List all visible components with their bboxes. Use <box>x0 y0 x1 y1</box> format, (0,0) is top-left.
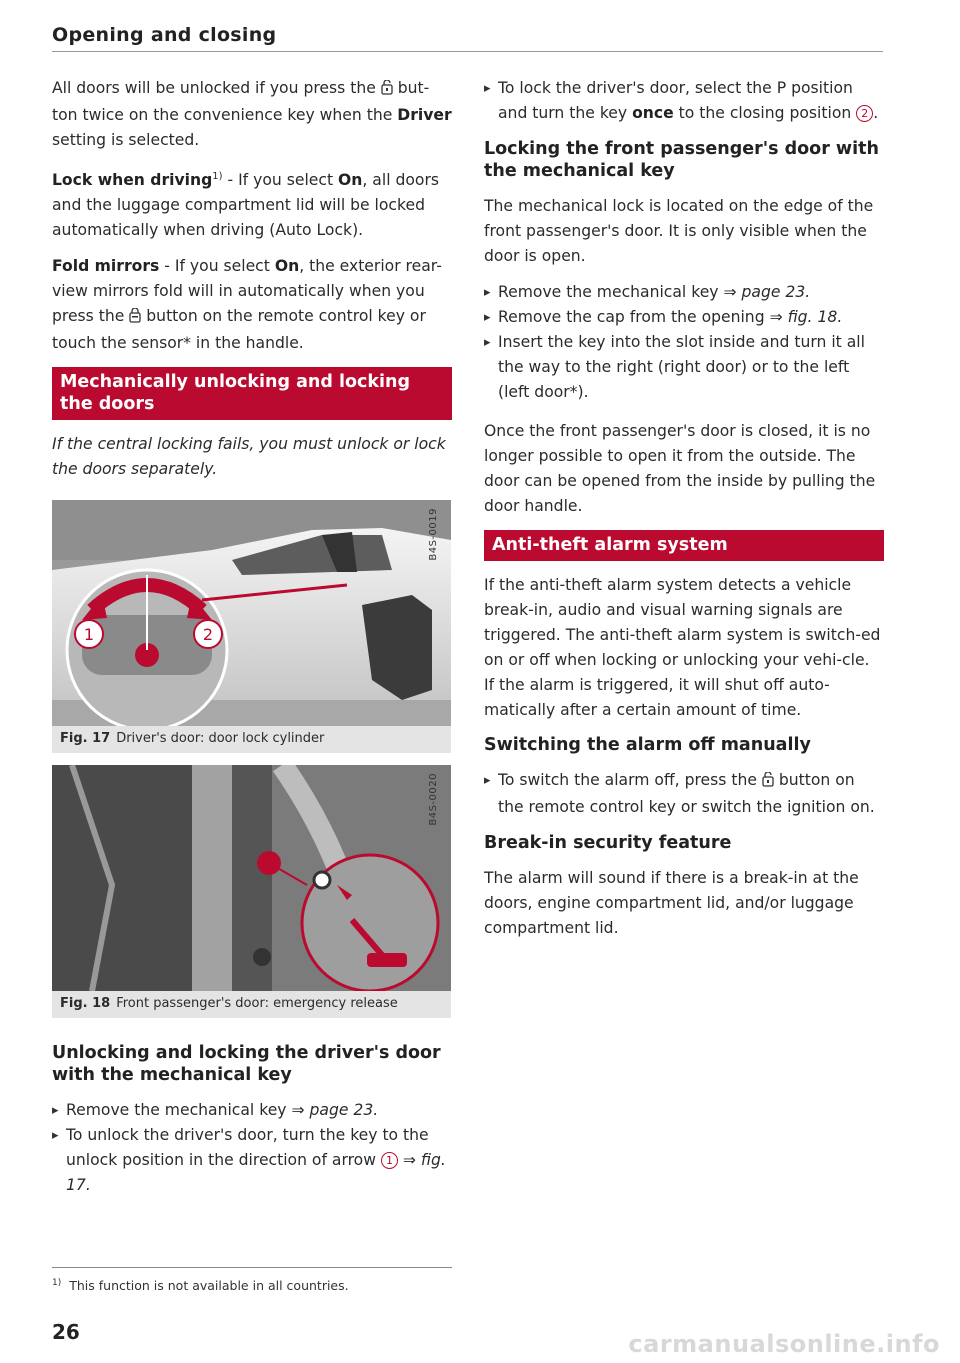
lock-key-icon <box>129 306 141 331</box>
figure-18 <box>52 765 451 1018</box>
page-header-title: Opening and closing <box>52 24 277 46</box>
switch-alarm-heading: Switching the alarm off manually <box>484 735 811 755</box>
break-in-heading: Break-in security feature <box>484 833 732 853</box>
page-number: 26 <box>52 1320 80 1344</box>
step-remove-key: ▸ Remove the mechanical key ⇒ page 23. <box>52 1098 452 1123</box>
pstep-remove-key: ▸ Remove the mechanical key ⇒ page 23. <box>484 280 884 305</box>
unlock-driver-door-heading: Unlocking and locking the driver's door with the mechanical key <box>52 1043 441 1086</box>
alarm-section-heading: Anti-theft alarm system <box>484 530 884 561</box>
figure-17 <box>52 500 451 753</box>
footnote: $^{1)}$ This function is not available in all countries. <box>52 1278 349 1294</box>
figure-17-code: B4S-0019 <box>428 508 439 561</box>
fig-18-link[interactable]: ⇒ fig. 18. <box>769 308 843 326</box>
break-in-paragraph: The alarm will sound if there is a break-in at the doors, engine compartment lid, and/or luggage compartment lid. <box>484 869 859 937</box>
passenger-paragraph-2: Once the front passenger's door is closed, it is no longer possible to open it from the outside. The door can be opened from the inside by pulling the door handle. <box>484 422 876 515</box>
step-switch-alarm: ▸ To switch the alarm off, press the button on the remote control key or switch the ignition on. <box>484 768 884 820</box>
step-lock-driver: ▸ To lock the driver's door, select the P position and turn the key once to the closing position 2 . <box>484 76 884 126</box>
watermark: carmanualsonline.info <box>628 1330 940 1358</box>
header-divider <box>52 51 883 52</box>
figure-18-caption: Fig. 18 Front passenger's door: emergency release <box>52 991 451 1018</box>
figure-18-code: B4S-0020 <box>428 773 439 826</box>
callout-1: 1 <box>381 1152 398 1169</box>
right-column <box>484 76 884 952</box>
fig-17-link[interactable]: ⇒ fig. 17. <box>66 1151 446 1195</box>
passenger-door-heading: Locking the front passenger's door with the mechanical key <box>484 139 879 181</box>
alarm-paragraph: If the anti-theft alarm system detects a vehicle break-in, audio and visual warning signals are triggered. The anti-theft alarm system is switch-ed on or off when locking or unlocking your vehi-cle. If the alarm is triggered, it will shut off auto-matically after a certain amount of time. <box>484 576 881 719</box>
page-23-link-2[interactable]: ⇒ page 23. <box>723 283 811 301</box>
footnote-divider <box>52 1267 452 1268</box>
figure-18-image <box>52 765 451 991</box>
pstep-insert-key: ▸ Insert the key into the slot inside and turn it all the way to the right (right door) or to the left (left door*). <box>484 330 884 405</box>
fold-mirrors-paragraph: Fold mirrors - If you select On, the exterior rear-view mirrors fold will in automatically when you press the button on the remote control key or touch the sensor* in the handle. <box>52 257 442 353</box>
unlock-key-icon <box>381 78 393 103</box>
step-unlock-driver: ▸ To unlock the driver's door, turn the key to the unlock position in the direction of arrow 1 ⇒ fig. 17. <box>52 1123 452 1198</box>
mechanical-section-heading: Mechanically unlocking and locking the doors <box>52 367 452 420</box>
unlock-paragraph: All doors will be unlocked if you press the but-ton twice on the convenience key when the Driver setting is selected. <box>52 79 452 149</box>
callout-2: 2 <box>856 105 873 122</box>
figure-17-image <box>52 500 451 726</box>
fig17-callout-1: 1 <box>83 625 95 645</box>
mechanical-intro: If the central locking fails, you must unlock or lock the doors separately. <box>52 435 446 479</box>
figure-17-caption: Fig. 17 Driver's door: door lock cylinder <box>52 726 451 753</box>
passenger-paragraph: The mechanical lock is located on the edge of the front passenger's door. It is only visible when the door is open. <box>484 197 874 265</box>
page-23-link[interactable]: ⇒ page 23. <box>291 1101 379 1120</box>
left-column <box>52 76 452 1198</box>
lock-when-driving-paragraph: Lock when driving$^{1)}$ - If you select On, all doors and the luggage compartment lid will be locked automatically when driving (Auto Lock). <box>52 171 439 240</box>
unlock-key-icon <box>762 770 774 795</box>
pstep-remove-cap: ▸ Remove the cap from the opening ⇒ fig. 18. <box>484 305 884 330</box>
fig17-callout-2: 2 <box>202 625 214 645</box>
